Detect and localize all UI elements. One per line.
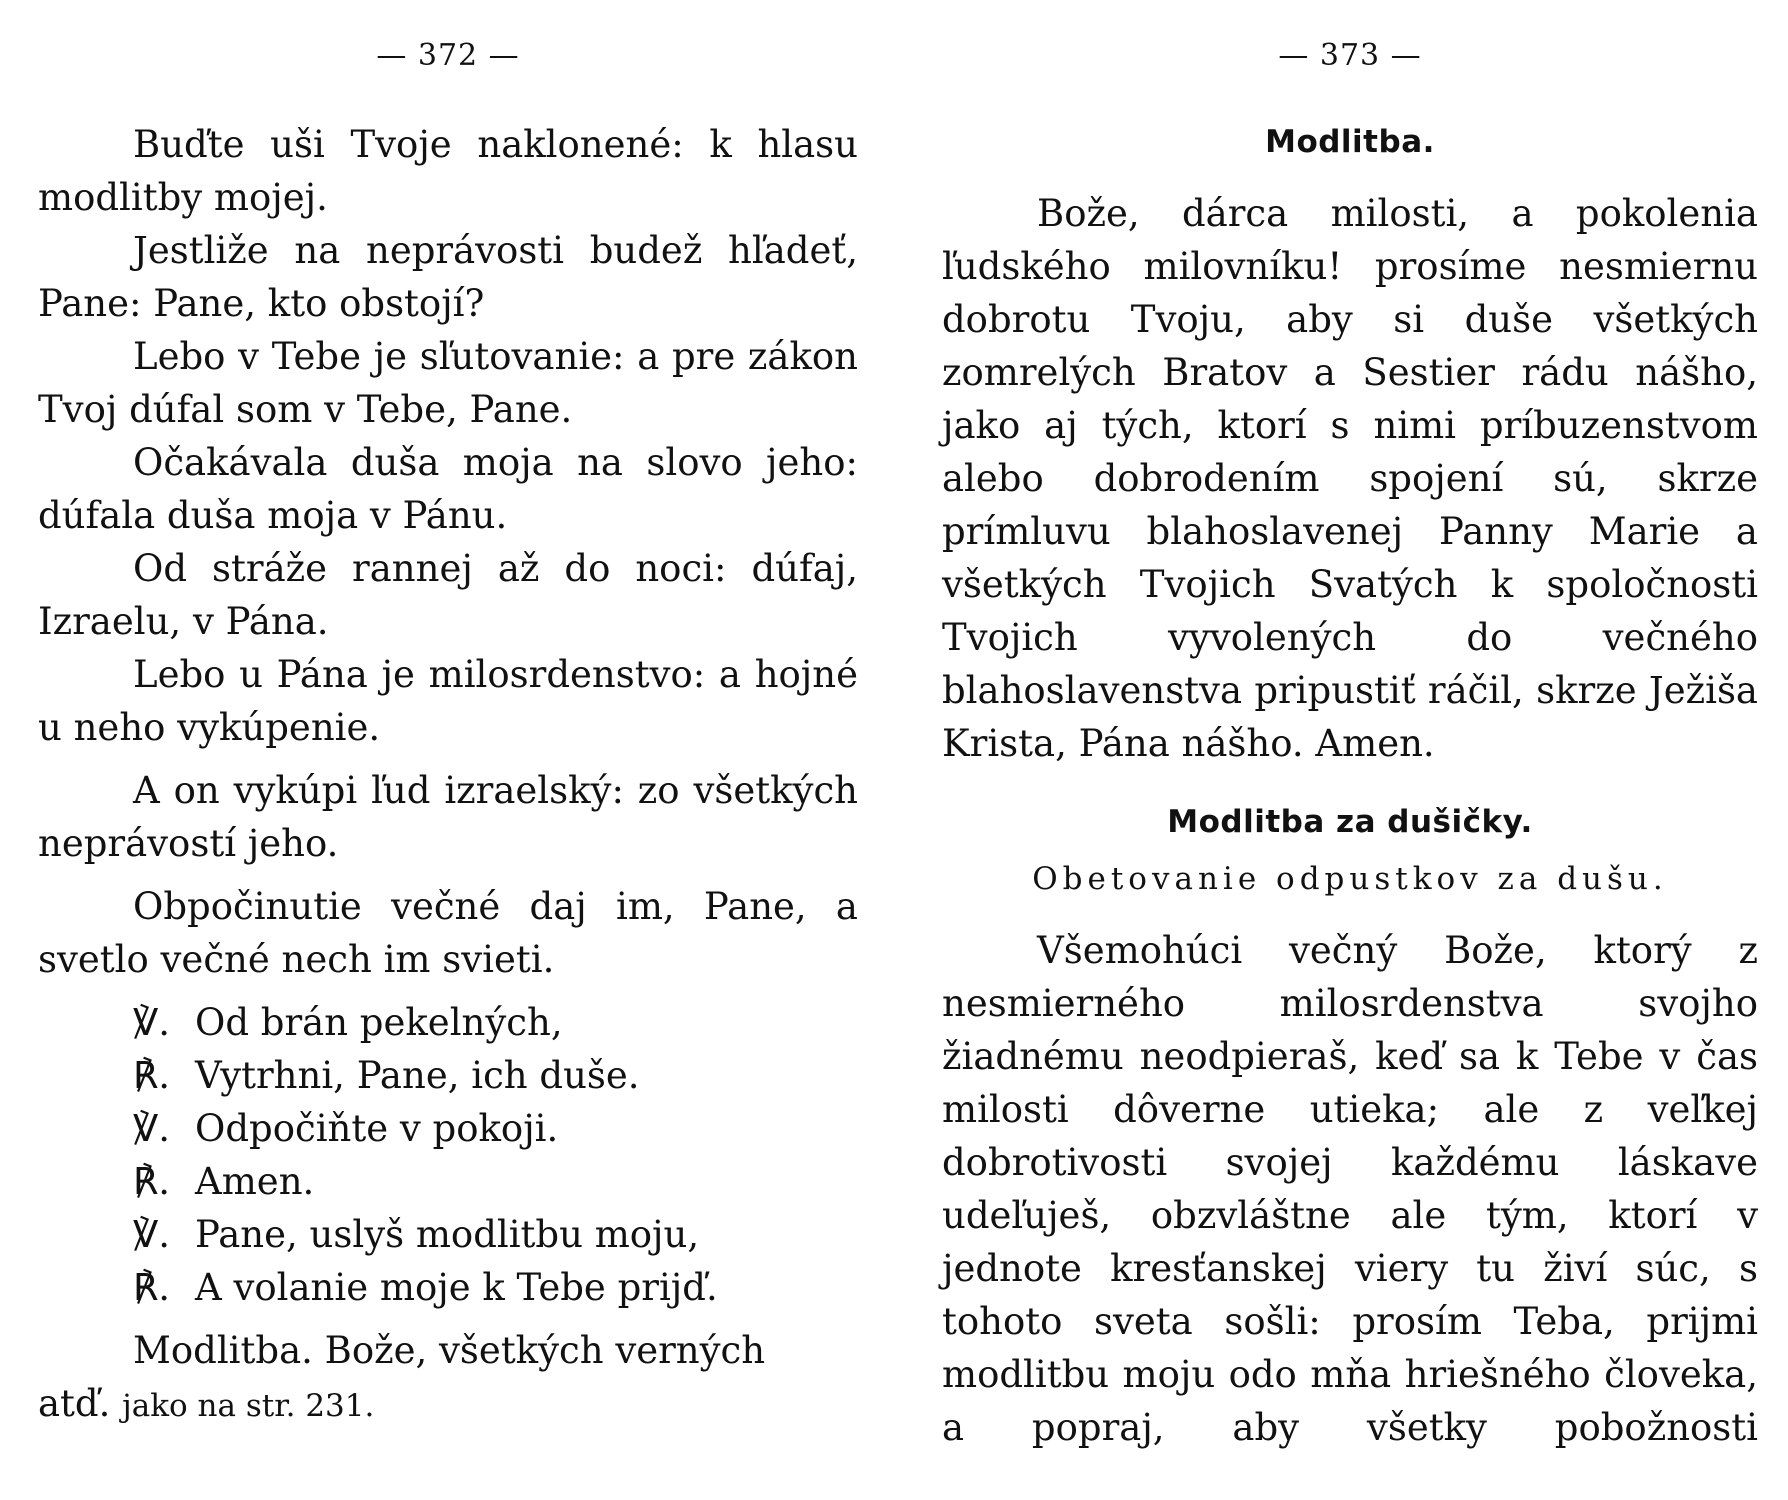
- psalm-verse: Obpočinutie večné daj im, Pane, a svetlo večné nech im svieti.: [38, 885, 858, 981]
- versicle-line: [38, 1155, 858, 1208]
- section-heading: Modlitba za dušičky.: [1167, 804, 1533, 840]
- page-number: — 372 —: [376, 38, 520, 73]
- versicle-symbol: ℣.: [133, 1213, 171, 1256]
- psalm-verse: Buďte uši Tvoje naklonené: k hlasu modlitby mojej.: [38, 123, 858, 219]
- section-heading: Modlitba.: [1265, 124, 1435, 160]
- right-page: [942, 0, 1758, 1500]
- page-reference: jako na str. 231.: [122, 1388, 375, 1424]
- prayer-paragraph: Všemohúci večný Bože, ktorý z nesmierného milosrdenstva svojho žiadnému neodpieraš, keď sa k Tebe v čas milosti dôverne utieka; ale z veľkej dobrotivosti svojej každému láskave udeľuješ, obzvláštne ale tým, ktorí v jednote kresťanskej viery tu živí súc, s tohoto sveta sošli: prosím Teba, prijmi modlitbu moju odo mňa hriešného človeka, a popraj, aby všetky pobožnosti: [942, 929, 1758, 1449]
- psalm-verse: Lebo v Tebe je sľutovanie: a pre zákon Tvoj dúfal som v Tebe, Pane.: [38, 335, 858, 431]
- psalm-verse: Lebo u Pána je milosrdenstvo: a hojné u neho vykúpenie.: [38, 653, 858, 749]
- closing-etc: atď.: [38, 1382, 111, 1425]
- prayer-text: [942, 116, 1758, 1454]
- response-symbol: ℟.: [133, 1266, 171, 1309]
- page-number: — 373 —: [1278, 38, 1422, 73]
- section-subheading: Obetovanie odpustkov za dušu.: [1032, 861, 1668, 897]
- versicle-line: [38, 1102, 858, 1155]
- left-page: [38, 0, 858, 1500]
- versicle-line: [38, 1208, 858, 1261]
- psalm-verse: Od stráže rannej až do noci: dúfaj, Izraelu, v Pána.: [38, 547, 858, 643]
- versicle-symbol: ℣.: [133, 1001, 171, 1044]
- versicle-text: Pane, uslyš modlitbu moju,: [195, 1213, 700, 1256]
- versicle-text: Od brán pekelných,: [195, 1001, 563, 1044]
- versicle-text: Vytrhni, Pane, ich duše.: [195, 1054, 640, 1097]
- versicle-text: Amen.: [195, 1160, 315, 1203]
- versicle-symbol: ℣.: [133, 1107, 171, 1150]
- versicle-line: [38, 996, 858, 1049]
- response-symbol: ℟.: [133, 1054, 171, 1097]
- psalm-verse: A on vykúpi ľud izraelský: zo všetkých neprávostí jeho.: [38, 769, 858, 865]
- closing-reference: [38, 1377, 858, 1433]
- versicle-line: [38, 1049, 858, 1102]
- prayer-paragraph: Bože, dárca milosti, a pokolenia ľudského milovníku! prosíme nesmiernu dobrotu Tvoju, aby si duše všetkých zomrelých Bratov a Sestier rádu nášho, jako aj tých, ktorí s nimi príbuzenstvom alebo dobrodením spojení sú, skrze prímluvu blahoslavenej Panny Marie a všetkých Tvojich Svatých k spoločnosti Tvojich vyvolených do večného blahoslavenstva pripustiť ráčil, skrze Ježiša Krista, Pána nášho. Amen.: [942, 192, 1758, 765]
- response-symbol: ℟.: [133, 1160, 171, 1203]
- versicle-text: A volanie moje k Tebe prijď.: [195, 1266, 718, 1309]
- psalm-text: [38, 118, 858, 1433]
- versicle-list: [38, 996, 858, 1314]
- psalm-verse: Očakávala duša moja na slovo jeho: dúfala duša moja v Pánu.: [38, 441, 858, 537]
- psalm-verse: Jestliže na neprávosti budež hľadeť, Pane: Pane, kto obstojí?: [38, 229, 858, 325]
- closing-prayer-line: Modlitba. Bože, všetkých verných: [133, 1329, 766, 1372]
- versicle-text: Odpočiňte v pokoji.: [195, 1107, 559, 1150]
- versicle-line: [38, 1261, 858, 1314]
